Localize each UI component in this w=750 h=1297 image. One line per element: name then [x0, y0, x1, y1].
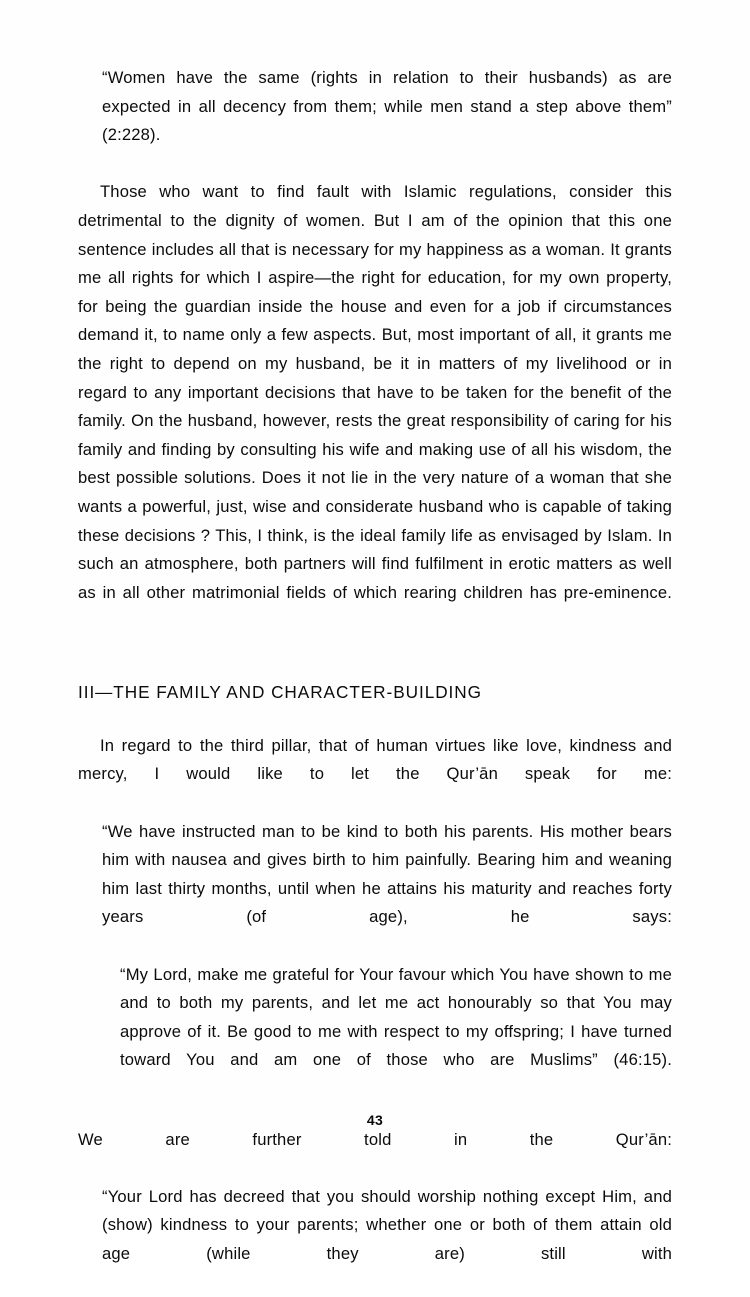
- quran-quotation-block-46-15-nested: “My Lord, make me grateful for Your favour which You have shown to me and to both my parents, and let me act honourably so that You may approve of it. Be good to me with respect to my offspring; I have turned toward You and am one of those who are Muslims” (46:15).: [120, 964, 672, 1070]
- section-heading-family-and-character-building: III—THE FAMILY AND CHARACTER-BUILDING: [78, 681, 482, 702]
- quran-quotation-block-46-15-intro: “We have instructed man to be kind to both his parents. His mother bears him with nausea and gives birth to him painfully. Bearing him and weaning him last thirty months, until when he attains his maturity and reaches forty years (of age), he says:: [102, 821, 672, 927]
- quran-quotation-block-17-23: “Your Lord has decreed that you should worship nothing except Him, and (show) kindness to your parents; whether one or both of them attain old age (while they are) still with: [102, 1186, 672, 1263]
- body-paragraph-1: Those who want to find fault with Islamic regulations, consider this detrimental to the dignity of women. But I am of the opinion that this one sentence includes all that is necessary for my happiness as a woman. It grants me all rights for which I aspire—the right for education, for my own property, for being the guardian inside the house and even for a job if circumstances demand it, to name only a few aspects. But, most important of all, it grants me the right to depend on my husband, be it in matters of my livelihood or in regard to any important decisions that have to be taken for the benefit of the family. On the husband, however, rests the great responsibility of caring for his family and finding by consulting his wife and making use of all his wisdom, the best possible solutions. Does it not lie in the very nature of a woman that she wants a powerful, just, wise and considerate husband who is capable of taking these decisions ? This, I think, is the ideal family life as envisaged by Islam. In such an atmosphere, both partners will find fulfilment in erotic matters as well as in all other matrimonial fields of which rearing children has pre-eminence.: [78, 182, 672, 602]
- page-number: 43: [366, 1112, 384, 1128]
- body-paragraph-3: We are further told in the Qur’ān:: [78, 1129, 672, 1149]
- body-paragraph-2: In regard to the third pillar, that of human virtues like love, kindness and mercy, I would like to let the Qur’ān speak for me:: [78, 735, 672, 784]
- opening-quotation-block: “Women have the same (rights in relation to their husbands) as are expected in all decency from them; while men stand a step above them” (2:228).: [102, 68, 672, 145]
- heading-spacer-below: [78, 704, 672, 732]
- heading-spacer-above: [78, 636, 672, 680]
